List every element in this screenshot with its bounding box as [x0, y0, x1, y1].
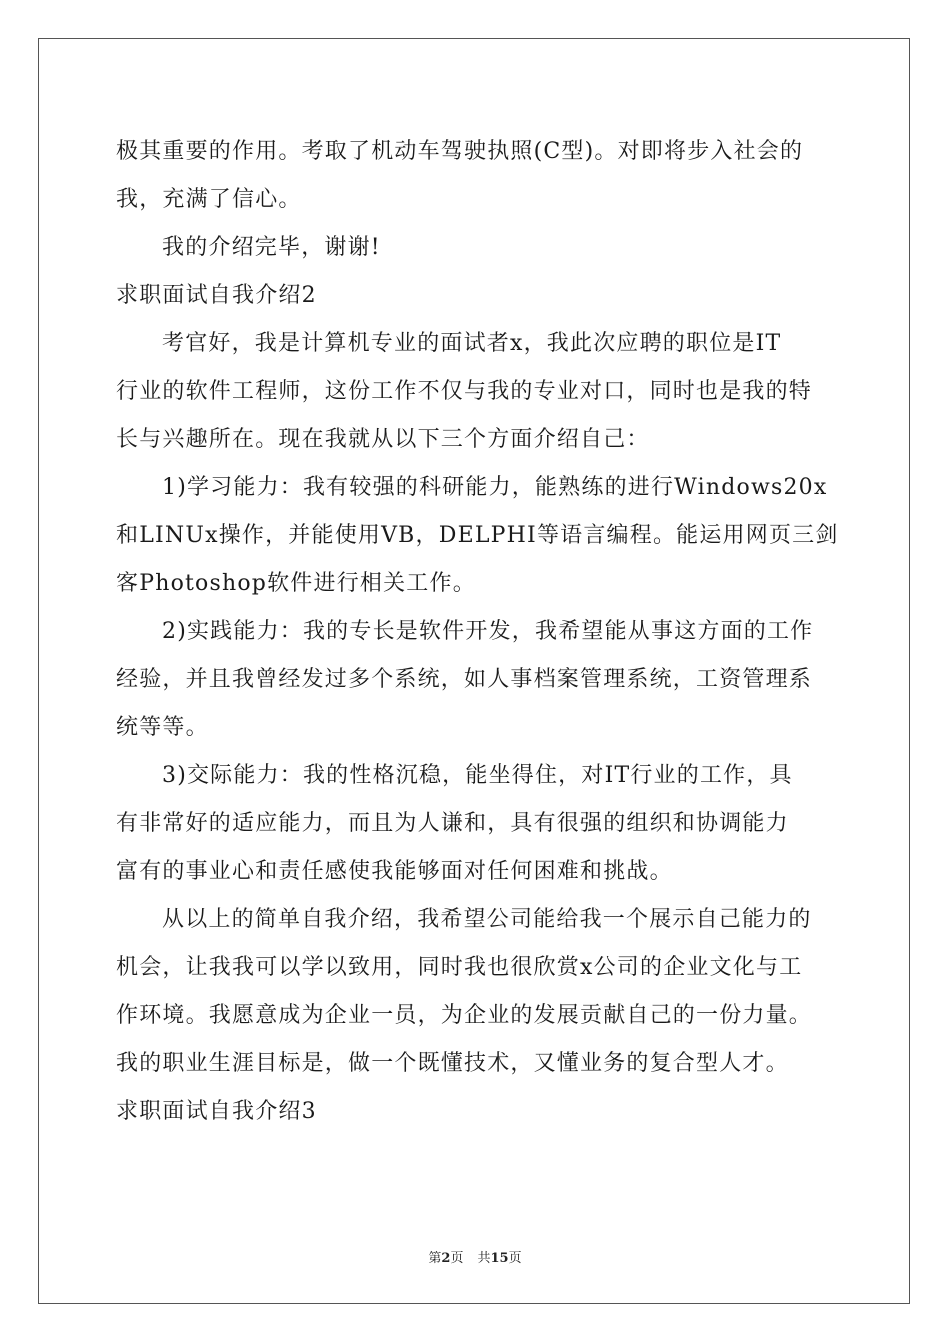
paragraph-line: 富有的事业心和责任感使我能够面对任何困难和挑战。 [116, 859, 673, 884]
list-item-line: 3)交际能力：我的性格沉稳，能坐得住，对IT行业的工作，具 [162, 763, 793, 788]
paragraph-line: 客Photoshop软件进行相关工作。 [116, 571, 476, 596]
total-suffix: 页 [508, 1251, 522, 1266]
paragraph-line: 机会，让我我可以学以致用，同时我也很欣赏x公司的企业文化与工 [116, 955, 803, 980]
paragraph-line: 我的职业生涯目标是，做一个既懂技术，又懂业务的复合型人才。 [116, 1051, 789, 1076]
closing-line: 我的介绍完毕，谢谢! [162, 235, 381, 260]
paragraph-line: 统等等。 [116, 715, 209, 740]
paragraph-line: 和LINUx操作，并能使用VB，DELPHI等语言编程。能运用网页三剑 [116, 523, 839, 548]
page-suffix: 页 [450, 1251, 464, 1266]
total-prefix: 共 [477, 1251, 491, 1266]
list-item-line: 2)实践能力：我的专长是软件开发，我希望能从事这方面的工作 [162, 619, 814, 644]
document-body [116, 128, 839, 1136]
section-heading: 求职面试自我介绍3 [116, 1099, 317, 1124]
list-item-line: 1)学习能力：我有较强的科研能力，能熟练的进行Windows20x [162, 475, 828, 500]
current-page-number: 2 [441, 1251, 451, 1266]
page-prefix: 第 [428, 1251, 442, 1266]
paragraph-line: 作环境。我愿意成为企业一员，为企业的发展贡献自己的一份力量。 [116, 1003, 813, 1028]
paragraph-line: 从以上的简单自我介绍，我希望公司能给我一个展示自己能力的 [162, 907, 812, 932]
paragraph-line: 极其重要的作用。考取了机动车驾驶执照(C型)。对即将步入社会的 [116, 139, 804, 164]
paragraph-line: 考官好，我是计算机专业的面试者x，我此次应聘的职位是IT [162, 331, 782, 356]
paragraph-line: 经验，并且我曾经发过多个系统，如人事档案管理系统，工资管理系 [116, 667, 813, 692]
paragraph-line: 长与兴趣所在。现在我就从以下三个方面介绍自己： [116, 427, 650, 452]
paragraph-line: 我，充满了信心。 [116, 187, 302, 212]
paragraph-line: 行业的软件工程师，这份工作不仅与我的专业对口，同时也是我的特 [116, 379, 813, 404]
section-heading: 求职面试自我介绍2 [116, 283, 317, 308]
page-footer [0, 1247, 950, 1266]
total-page-count: 15 [490, 1251, 509, 1266]
paragraph-line: 有非常好的适应能力，而且为人谦和，具有很强的组织和协调能力 [116, 811, 789, 836]
